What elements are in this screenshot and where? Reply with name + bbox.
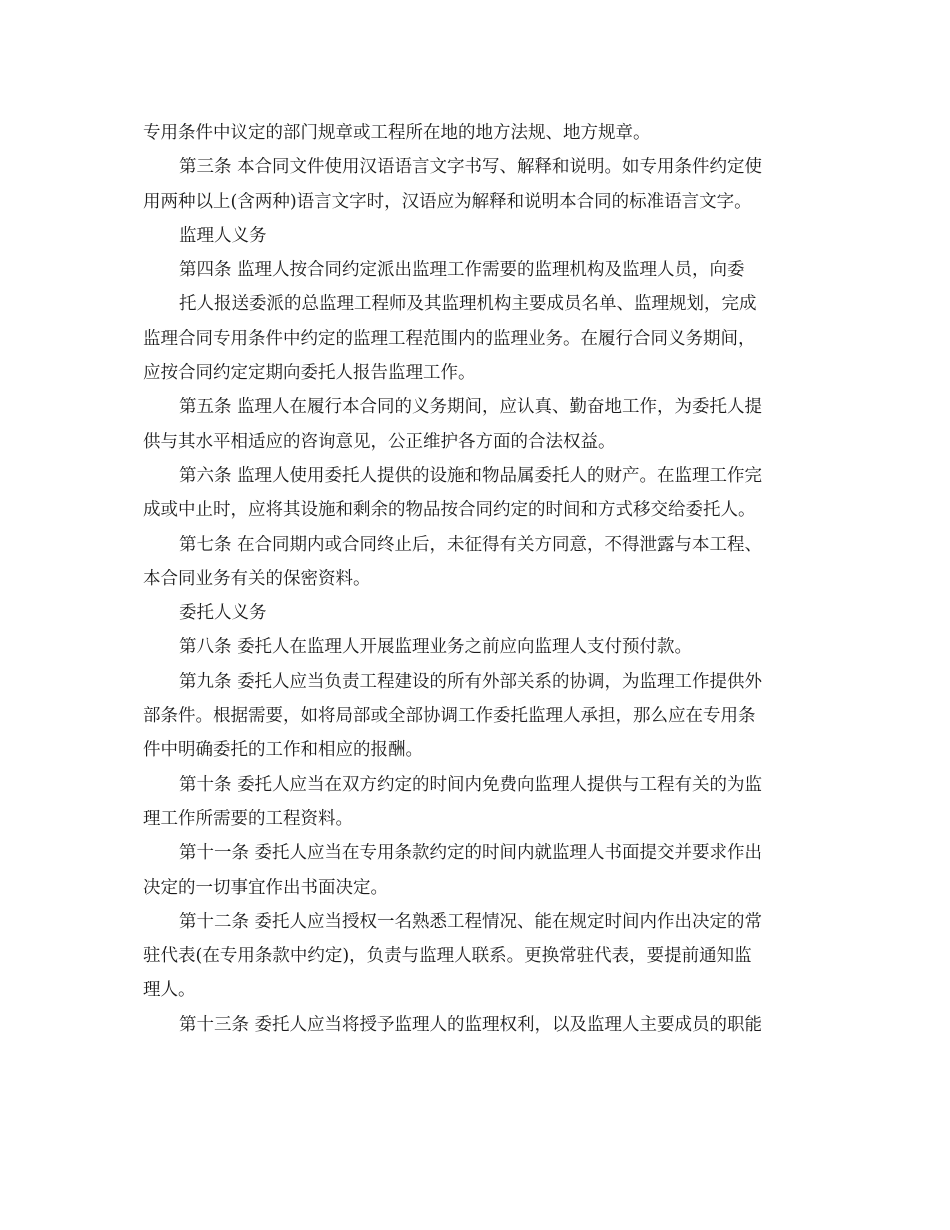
text-line: 第六条 监理人使用委托人提供的设施和物品属委托人的财产。在监理工作完	[179, 465, 763, 486]
document-body	[143, 116, 813, 1042]
text-line: 委托人义务	[179, 603, 267, 624]
text-line: 应按合同约定定期向委托人报告监理工作。	[143, 363, 476, 384]
text-line: 第十二条 委托人应当授权一名熟悉工程情况、能在规定时间内作出决定的常	[179, 911, 763, 932]
text-line: 第九条 委托人应当负责工程建设的所有外部关系的协调，为监理工作提供外	[179, 671, 763, 692]
text-line: 供与其水平相适应的咨询意见，公正维护各方面的合法权益。	[143, 431, 616, 452]
text-line: 第十三条 委托人应当将授予监理人的监理权利，以及监理人主要成员的职能	[179, 1014, 763, 1035]
text-line: 本合同业务有关的保密资料。	[143, 568, 371, 589]
text-line: 监理人义务	[179, 225, 267, 246]
text-line: 第十条 委托人应当在双方约定的时间内免费向监理人提供与工程有关的为监	[179, 774, 763, 795]
text-line: 第五条 监理人在履行本合同的义务期间，应认真、勤奋地工作，为委托人提	[179, 397, 763, 418]
text-line: 成或中止时，应将其设施和剩余的物品按合同约定的时间和方式移交给委托人。	[143, 500, 756, 521]
text-line: 决定的一切事宜作出书面决定。	[143, 877, 388, 898]
text-line: 理工作所需要的工程资料。	[143, 808, 353, 829]
text-line: 第十一条 委托人应当在专用条款约定的时间内就监理人书面提交并要求作出	[179, 843, 763, 864]
text-line: 第八条 委托人在监理人开展监理业务之前应向监理人支付预付款。	[179, 637, 693, 658]
text-line: 第四条 监理人按合同约定派出监理工作需要的监理机构及监理人员，向委	[179, 260, 745, 281]
text-line: 托人报送委派的总监理工程师及其监理机构主要成员名单、监理规划，完成	[179, 294, 757, 315]
text-line: 件中明确委托的工作和相应的报酬。	[143, 740, 423, 761]
text-line: 理人。	[143, 980, 196, 1001]
text-line: 驻代表(在专用条款中约定)，负责与监理人联系。更换常驻代表，要提前通知监	[143, 946, 752, 967]
text-line: 第七条 在合同期内或合同终止后，未征得有关方同意，不得泄露与本工程、	[179, 534, 763, 555]
text-line: 专用条件中议定的部门规章或工程所在地的地方法规、地方规章。	[143, 123, 651, 143]
text-line: 第三条 本合同文件使用汉语语言文字书写、解释和说明。如专用条件约定使	[179, 157, 763, 178]
text-line: 用两种以上(含两种)语言文字时，汉语应为解释和说明本合同的标准语言文字。	[143, 191, 752, 212]
text-line: 监理合同专用条件中约定的监理工程范围内的监理业务。在履行合同义务期间，	[143, 328, 756, 349]
text-line: 部条件。根据需要，如将局部或全部协调工作委托监理人承担，那么应在专用条	[143, 706, 756, 727]
